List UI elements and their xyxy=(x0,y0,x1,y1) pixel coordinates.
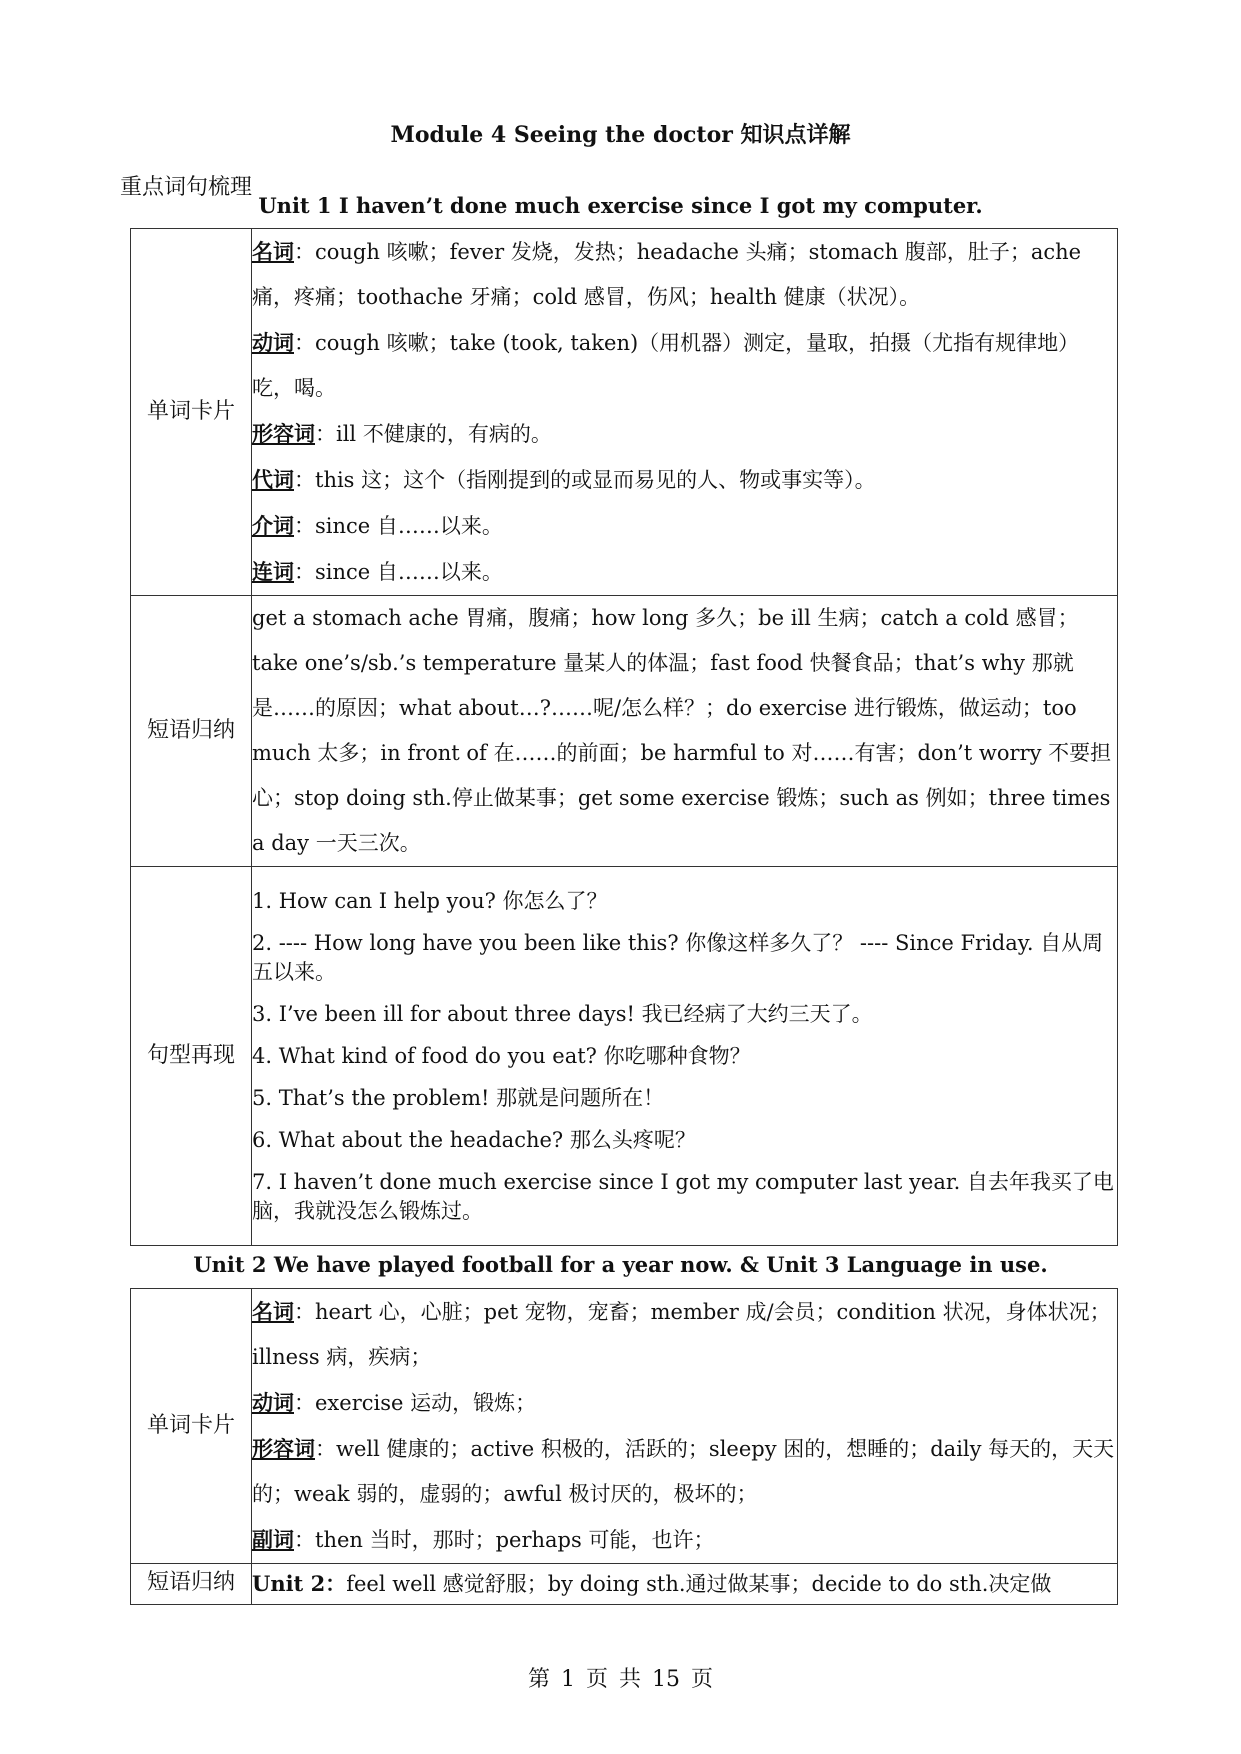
conj-text: ：since 自……以来。 xyxy=(294,560,503,584)
adj-label: 形容词 xyxy=(252,1436,315,1461)
prep-label: 介词 xyxy=(252,513,294,538)
row-label xyxy=(131,1564,252,1605)
sentence-item: 3. I’ve been ill for about three days! 我已经病了大约三天了。 xyxy=(252,1001,873,1026)
sentences-label: 句型再现 xyxy=(147,1043,236,1068)
noun-label: 名词 xyxy=(252,239,294,264)
sentence-item: 6. What about the headache? 那么头疼呢？ xyxy=(252,1127,696,1152)
row-label xyxy=(131,229,252,596)
noun-text: ：cough 咳嗽；fever 发烧，发热；headache 头痛；stomach 腹部，肚子；ache 痛，疼痛；toothache 牙痛；cold 感冒，伤风；health 健康（状况）。 xyxy=(252,240,1082,309)
unit2-heading: Unit 2 We have played football for a year now. & Unit 3 Language in use. xyxy=(193,1252,1048,1277)
prep-text: ：since 自……以来。 xyxy=(294,514,503,538)
unit1-table xyxy=(130,228,1118,1246)
adv-text: ：then 当时，那时；perhaps 可能，也许； xyxy=(294,1528,715,1552)
unit-tag: Unit 2： xyxy=(252,1571,347,1596)
table-row xyxy=(131,229,1118,596)
phrases-text: feel well 感觉舒服；by doing sth.通过做某事；decide to do sth.决定做 xyxy=(346,1572,1052,1596)
table-row xyxy=(131,596,1118,867)
word-card-content xyxy=(252,229,1118,596)
adj-text: ：ill 不健康的，有病的。 xyxy=(315,422,552,446)
sentence-item: 2. ---- How long have you been like this? 你像这样多久了？ ---- Since Friday. 自从周五以来。 xyxy=(252,930,1104,984)
sentence-item: 7. I haven’t done much exercise since I got my computer last year. 自去年我买了电脑，我就没怎么锻炼过。 xyxy=(252,1169,1114,1223)
adj-label: 形容词 xyxy=(252,421,315,446)
sentence-item: 4. What kind of food do you eat? 你吃哪种食物？ xyxy=(252,1043,751,1068)
adj-text: ：well 健康的；active 积极的，活跃的；sleepy 困的，想睡的；daily 每天的，天天的；weak 弱的，虚弱的；awful 极讨厌的，极坏的； xyxy=(252,1437,1115,1506)
phrases-label: 短语归纳 xyxy=(146,1570,235,1595)
noun-text: ：heart 心，心脏；pet 宠物，宠畜；member 成/会员；condition 状况，身体状况；illness 病，疾病； xyxy=(252,1300,1111,1369)
sentence-item: 1. How can I help you? 你怎么了？ xyxy=(252,888,608,913)
phrases-content xyxy=(252,596,1118,867)
section-heading: 重点词句梳理 xyxy=(120,175,253,200)
row-label xyxy=(131,596,252,867)
verb-text: ：exercise 运动，锻炼； xyxy=(294,1391,537,1415)
unit1-heading: Unit 1 I haven’t done much exercise since I got my computer. xyxy=(258,193,983,218)
table-row xyxy=(131,867,1118,1246)
noun-label: 名词 xyxy=(252,1299,294,1324)
conj-label: 连词 xyxy=(252,559,294,584)
table-row xyxy=(131,1289,1118,1564)
pron-text: ：this 这；这个（指刚提到的或显而易见的人、物或事实等）。 xyxy=(294,468,876,492)
unit2-table xyxy=(130,1288,1118,1605)
sentence-item: 5. That’s the problem! 那就是问题所在！ xyxy=(252,1085,665,1110)
phrases-content xyxy=(252,1564,1118,1605)
table-row xyxy=(131,1564,1118,1605)
pron-label: 代词 xyxy=(252,467,294,492)
word-card-label: 单词卡片 xyxy=(146,1413,235,1438)
row-label xyxy=(131,1289,252,1564)
phrases-label: 短语归纳 xyxy=(147,718,236,743)
verb-label: 动词 xyxy=(252,1390,294,1415)
word-card-label: 单词卡片 xyxy=(147,399,236,424)
page-title: Module 4 Seeing the doctor 知识点详解 xyxy=(390,122,851,148)
word-card-content xyxy=(252,1289,1118,1564)
verb-label: 动词 xyxy=(252,330,294,355)
verb-text: ：cough 咳嗽；take (took, taken)（用机器）测定，量取，拍摄（尤指有规律地）吃，喝。 xyxy=(252,331,1080,400)
phrases-text: get a stomach ache 胃痛，腹痛；how long 多久；be ill 生病；catch a cold 感冒；take one’s/sb.’s temperature 量某人的体温；fast food 快餐食品；that’s why 那就是……的原因；what about…?……呢/怎么样？；do exercise 进行锻炼，做运动；too much 太多；in front of 在……的前面；be harmful to 对……有害；don’t worry 不要担心；stop doing sth.停止做某事；get some exercise 锻炼；such as 例如；three times a day 一天三次。 xyxy=(252,606,1112,855)
sentences-content xyxy=(252,867,1118,1246)
adv-label: 副词 xyxy=(252,1527,294,1552)
row-label xyxy=(131,867,252,1246)
page-footer: 第 1 页 共 15 页 xyxy=(528,1667,713,1692)
